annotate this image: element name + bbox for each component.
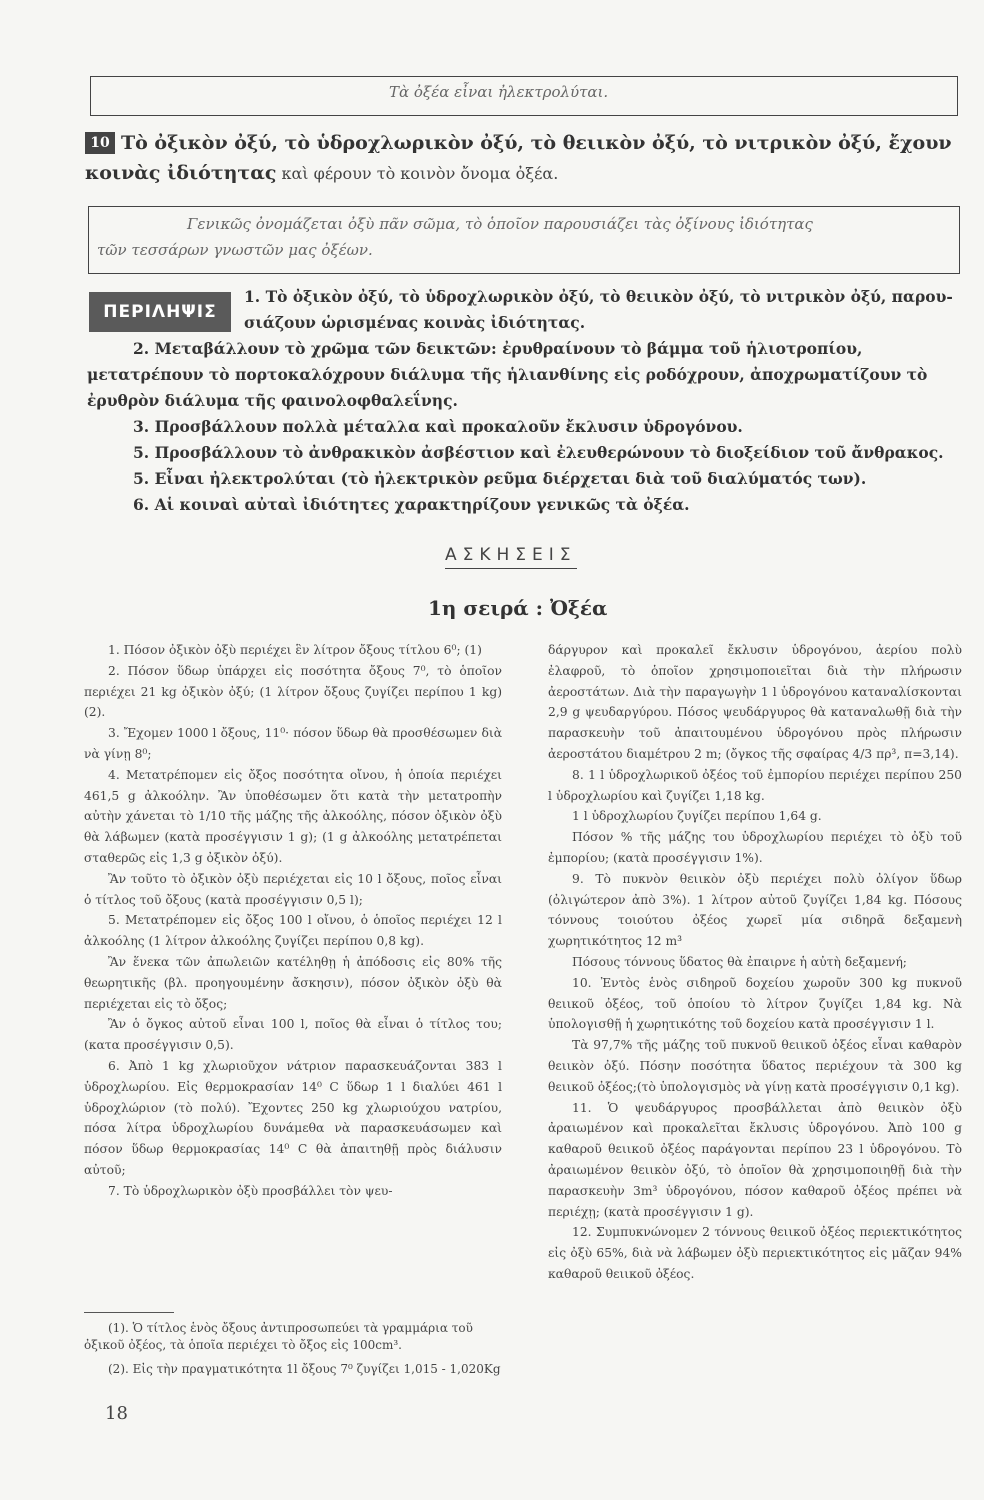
left-paragraph: Ἂν τοῦτο τὸ ὀξικὸν ὀξὺ περιέχεται εἰς 10 l ὄξους, ποῖος εἶναι ὁ τίτλος τοῦ ὄξους (κατὰ προσέγγισιν 0,5 l); [84,871,502,907]
left-paragraph: 5. Μετατρέπομεν εἰς ὄξος 100 l οἴνου, ὁ ὁποῖος περιέχει 12 l ἀλκοόλης (1 λίτρον ἀλκοόλης ζυγίζει περίπου 0,8 kg). [84,913,502,949]
summary-item-2: 2. Μεταβάλλουν τὸ χρῶμα τῶν δεικτῶν: ἐρυθραίνουν τὸ βάμμα τοῦ ἡλιοτροπίου, μετατρέπουν τὸ πορτοκαλόχρουν διάλυμα τῆς ἡλιανθίνης εἰς ροδόχρουν, ἀποχρωματίζουν τὸ ἐρυθρὸν διάλυμα τῆς φαινολοφθαλεΐνης. [87,339,928,410]
summary-item-1a: 1. Τὸ ὀξικὸν ὀξύ, τὸ ὑδροχλωρικὸν ὀξύ, τὸ θειικὸν ὀξύ, τὸ νιτρικὸν ὀξύ, παρου- [244,287,953,306]
right-paragraph: δάργυρον καὶ προκαλεῖ ἔκλυσιν ὑδρογόνου, ἀερίου πολὺ ἐλαφροῦ, τὸ ὁποῖον χρησιμοποιεῖται διὰ τὴν πλήρωσιν ἀεροστάτων. Διὰ τὴν παραγωγὴν 1 l ὑδρογόνου καταναλίσκονται 2,9 g ψευδαργύρου. Πόσος ψευδάργυρος θὰ καταναλωθῇ διὰ τὴν παρασκευὴν τοῦ ἀπαιτουμένου ὑδρογόνου πρὸς πλήρωσιν ἀεροστάτου διαμέτρου 2 m; (ὄγκος τῆς σφαίρας 4/3 πρ³, π=3,14). [548,643,962,761]
definition-box [88,206,960,274]
right-paragraph: 12. Συμπυκνώνομεν 2 τόννους θειικοῦ ὀξέος περιεκτικότητος εἰς ὀξὺ 65%, διὰ νὰ λάβωμεν ὀξὺ περιεκτικότητος εἰς μᾶζαν 94% καθαροῦ θειικοῦ ὀξέος. [548,1225,962,1281]
exercises-heading: ΑΣΚΗΣΕΙΣ [445,545,577,569]
right-paragraph: Πόσον % τῆς μάζης του ὑδροχλωρίου περιέχει τὸ ὀξὺ τοῦ ἐμπορίου; (κατὰ προσέγγισιν 1%). [548,830,962,865]
left-paragraph: 4. Μετατρέπομεν εἰς ὄξος ποσότητα οἴνου, ἡ ὁποία περιέχει 461,5 g ἀλκοόλην. Ἂν ὑποθέσωμεν ὅτι κατὰ τὴν μετατροπὴν αὐτὴν χάνεται τὸ 1/10 τῆς μάζης τῆς ἀλκοόλης, πόσον ὀξικὸν ὀξὺ θὰ λάβωμεν (κατὰ προσέγγισιν 1 g); (1 g ἀλκοόλης μετατρέπεται σταθερῶς εἰς 1,3 g ὀξικὸν ὀξύ). [84,767,502,865]
footnote: (2). Εἰς τὴν πραγματικότητα 1l ὄξους 7⁰ ζυγίζει 1,015 - 1,020Kg [108,1362,501,1376]
top-box [90,76,958,116]
left-paragraph: 7. Τὸ ὑδροχλωρικὸν ὀξὺ προσβάλλει τὸν ψευ- [108,1183,393,1198]
series-title: 1η σειρά : Ὀξέα [428,596,608,620]
right-paragraph: 11. Ὁ ψευδάργυρος προσβάλλεται ἀπὸ θειικὸν ὀξὺ ἀραιωμένον καὶ προκαλεῖται ἔκλυσις ὑδρογόνου. Ἀπὸ 100 g καθαροῦ θειικοῦ ὀξέος παράγονται περίπου 23 l ὑδρογόνου. Τὸ ἀραιωμένον θειικὸν ὀξύ, τὸ ὁποῖον θὰ χρησιμοποιηθῇ διὰ τὴν παρασκευὴν 3m³ ὑδρογόνου, πόσον καθαροῦ ὀξέος πρέπει νὰ περιέχῃ; (κατὰ προσέγγισιν 1 g). [548,1100,962,1219]
footnote-divider [84,1312,174,1313]
page-number: 18 [105,1403,128,1424]
right-paragraph: Τὰ 97,7% τῆς μάζης τοῦ πυκνοῦ θειικοῦ ὀξέος εἶναι καθαρὸν θειικὸν ὀξύ. Πόσην ποσότητα ὕδατος περιέχουν τὰ 300 kg θειικοῦ ὀξέος;(τὸ ὑπολογισμὸς νὰ γίνῃ κατὰ προσέγγισιν 0,1 kg). [548,1038,962,1094]
definition-line-1: Γενικῶς ὀνομάζεται ὀξὺ πᾶν σῶμα, τὸ ὁποῖον παρουσιάζει τὰς ὀξίνους ἰδιότητας [187,215,813,233]
footnotes [84,1320,502,1386]
section-intro-rest: καὶ φέρουν τὸ κοινὸν ὄνομα ὀξέα. [276,164,559,183]
right-column [548,640,962,1285]
footnote: (1). Ὁ τίτλος ἑνὸς ὄξους ἀντιπροσωπεύει τὰ γραμμάρια τοῦ ὀξικοῦ ὀξέος, τὰ ὁποῖα περιέχει τὸ ὄξος εἰς 100cm³. [84,1321,473,1352]
left-paragraph: 2. Πόσον ὕδωρ ὑπάρχει εἰς ποσότητα ὄξους 7⁰, τὸ ὁποῖον περιέχει 21 kg ὀξικὸν ὀξύ; (1 λίτρον ὄξους ζυγίζει περίπου 1 kg) (2). [84,663,502,720]
summary-item-5: 5. Εἶναι ἠλεκτρολύται (τὸ ἠλεκτρικὸν ρεῦμα διέρχεται διὰ τοῦ διαλύματός των). [133,469,867,488]
left-column [84,640,502,1202]
left-paragraph: 1. Πόσον ὀξικὸν ὀξὺ περιέχει ἓν λίτρον ὄξους τίτλου 6⁰; (1) [108,643,482,657]
definition-line-2: τῶν τεσσάρων γνωστῶν μας ὀξέων. [97,241,373,259]
right-paragraph: 9. Τὸ πυκνὸν θειικὸν ὀξὺ περιέχει πολὺ ὀλίγον ὕδωρ (ὀλιγώτερον ἀπὸ 3%). 1 λίτρον αὐτοῦ ζυγίζει 1,84 kg. Πόσους τόννους τοιούτου ὀξέος χωρεῖ μία σιδηρᾶ δεξαμενὴ χωρητικότητος 12 m³ [548,871,962,949]
right-paragraph: 8. 1 l ὑδροχλωρικοῦ ὀξέος τοῦ ἐμπορίου περιέχει περίπου 250 l ὑδροχλωρίου καὶ ζυγίζει 1,18 kg. [548,767,962,803]
left-paragraph: Ἂν ἕνεκα τῶν ἀπωλειῶν κατέληθῃ ἡ ἀπόδοσις εἰς 80% τῆς θεωρητικῆς (βλ. προηγουμένην ἄσκησιν), πόσον ὀξικὸν ὀξὺ θὰ περιέχεται εἰς τὸ ὄξος; [84,954,502,1011]
summary-item-4: 5. Προσβάλλουν τὸ ἀνθρακικὸν ἀσβέστιον καὶ ἐλευθερώνουν τὸ διοξείδιον τοῦ ἄνθρακος. [133,443,944,462]
section-intro [85,128,960,189]
right-paragraph: 10. Ἐντὸς ἑνὸς σιδηροῦ δοχείου χωροῦν 300 kg πυκνοῦ θειικοῦ ὀξέος, τοῦ ὁποίου τὸ λίτρον ζυγίζει 1,84 kg. Νὰ ὑπολογισθῇ ἡ χωρητικότης τοῦ δοχείου κατὰ προσέγγισιν 1 l. [548,975,962,1032]
summary-item-1b: σιάζουν ὡρισμένας κοινὰς ἰδιότητας. [244,313,586,332]
top-box-text: Τὰ ὀξέα εἶναι ἠλεκτρολύται. [389,83,609,101]
summary-item-6: 6. Αἱ κοιναὶ αὐταὶ ἰδιότητες χαρακτηρίζουν γενικῶς τὰ ὀξέα. [133,495,690,514]
summary-label: ΠΕΡΙΛΗΨΙΣ [89,292,231,332]
right-paragraph: Πόσους τόννους ὕδατος θὰ ἐπαιρνε ἡ αὐτὴ δεξαμενή; [572,954,907,969]
section-number: 10 [85,132,115,154]
right-paragraph: 1 l ὑδροχλωρίου ζυγίζει περίπου 1,64 g. [572,809,822,824]
summary [87,284,959,518]
left-paragraph: Ἂν ὁ ὄγκος αὐτοῦ εἶναι 100 l, ποῖος θὰ εἶναι ὁ τίτλος του; (κατα προσέγγισιν 0,5). [84,1017,502,1053]
section-intro-bold: Τὸ ὀξικὸν ὀξύ, τὸ ὑδροχλωρικὸν ὀξύ, τὸ θειικὸν ὀξύ, τὸ νιτρικὸν ὀξύ, ἔχουν κοινὰς ἰδιότητας [85,132,952,184]
left-paragraph: 3. Ἔχομεν 1000 l ὄξους, 11⁰· πόσον ὕδωρ θὰ προσθέσωμεν διὰ νὰ γίνῃ 8⁰; [84,726,502,761]
summary-item-3: 3. Προσβάλλουν πολλὰ μέταλλα καὶ προκαλοῦν ἔκλυσιν ὑδρογόνου. [133,417,743,436]
left-paragraph: 6. Ἀπὸ 1 kg χλωριοῦχον νάτριον παρασκευάζονται 383 l ὑδροχλωρίου. Εἰς θερμοκρασίαν 14⁰ C ὕδωρ 1 l διαλύει 461 l ὑδροχλώριον (τὸ πολύ). Ἔχοντες 250 kg χλωριούχου νατρίου, πόσα λίτρα ὑδροχλωρίου δυνάμεθα νὰ παρασκευάσωμεν καὶ πόσον ὕδωρ θερμοκρασίας 14⁰ C θὰ ἀπαιτηθῇ πρὸς διάλυσιν αὐτοῦ; [84,1058,502,1177]
